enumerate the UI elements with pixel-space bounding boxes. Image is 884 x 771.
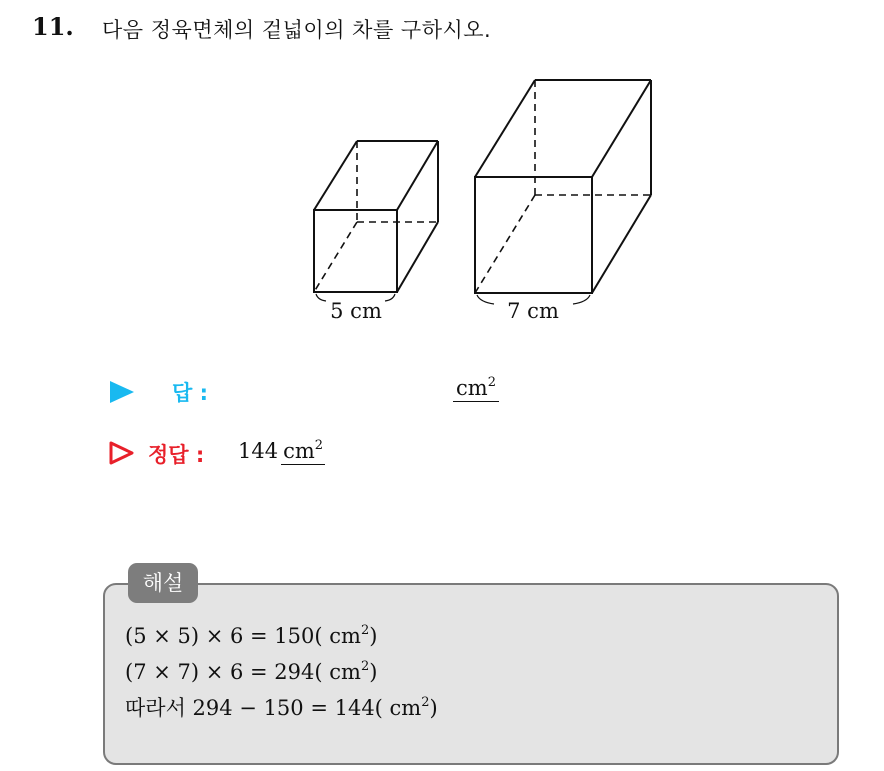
- outline-arrow-icon: [108, 440, 136, 466]
- small-cube-label: 5 cm: [330, 299, 382, 323]
- solution-lines: [125, 618, 438, 726]
- small-cube: [314, 141, 438, 301]
- large-cube: [475, 80, 651, 304]
- correct-number: 144: [238, 439, 279, 463]
- answer-row: [108, 374, 528, 410]
- question-text: 다음 정육면체의 겉넓이의 차를 구하시오.: [102, 18, 492, 42]
- correct-answer-label: 정답 :: [148, 443, 205, 467]
- play-arrow-icon: [110, 381, 134, 403]
- answer-blank[interactable]: [453, 376, 499, 402]
- solution-tag: 해설: [128, 563, 198, 603]
- answer-unit-power: 2: [487, 375, 496, 390]
- correct-answer-row: [108, 436, 528, 472]
- question-number: 11.: [32, 12, 74, 41]
- answer-label: 답 :: [172, 381, 208, 405]
- correct-unit: $cm^2$: [283, 438, 324, 463]
- large-cube-label: 7 cm: [507, 299, 559, 323]
- solution-line-2: (7 × 7) × 6 = 294( $cm^2$): [125, 659, 378, 684]
- answer-unit: cm: [456, 376, 488, 400]
- solution-line-1: (5 × 5) × 6 = 150( $cm^2$): [125, 623, 378, 648]
- correct-answer-value: [238, 439, 325, 463]
- solution-line-3: 따라서 294 − 150 = 144( $cm^2$): [125, 695, 438, 720]
